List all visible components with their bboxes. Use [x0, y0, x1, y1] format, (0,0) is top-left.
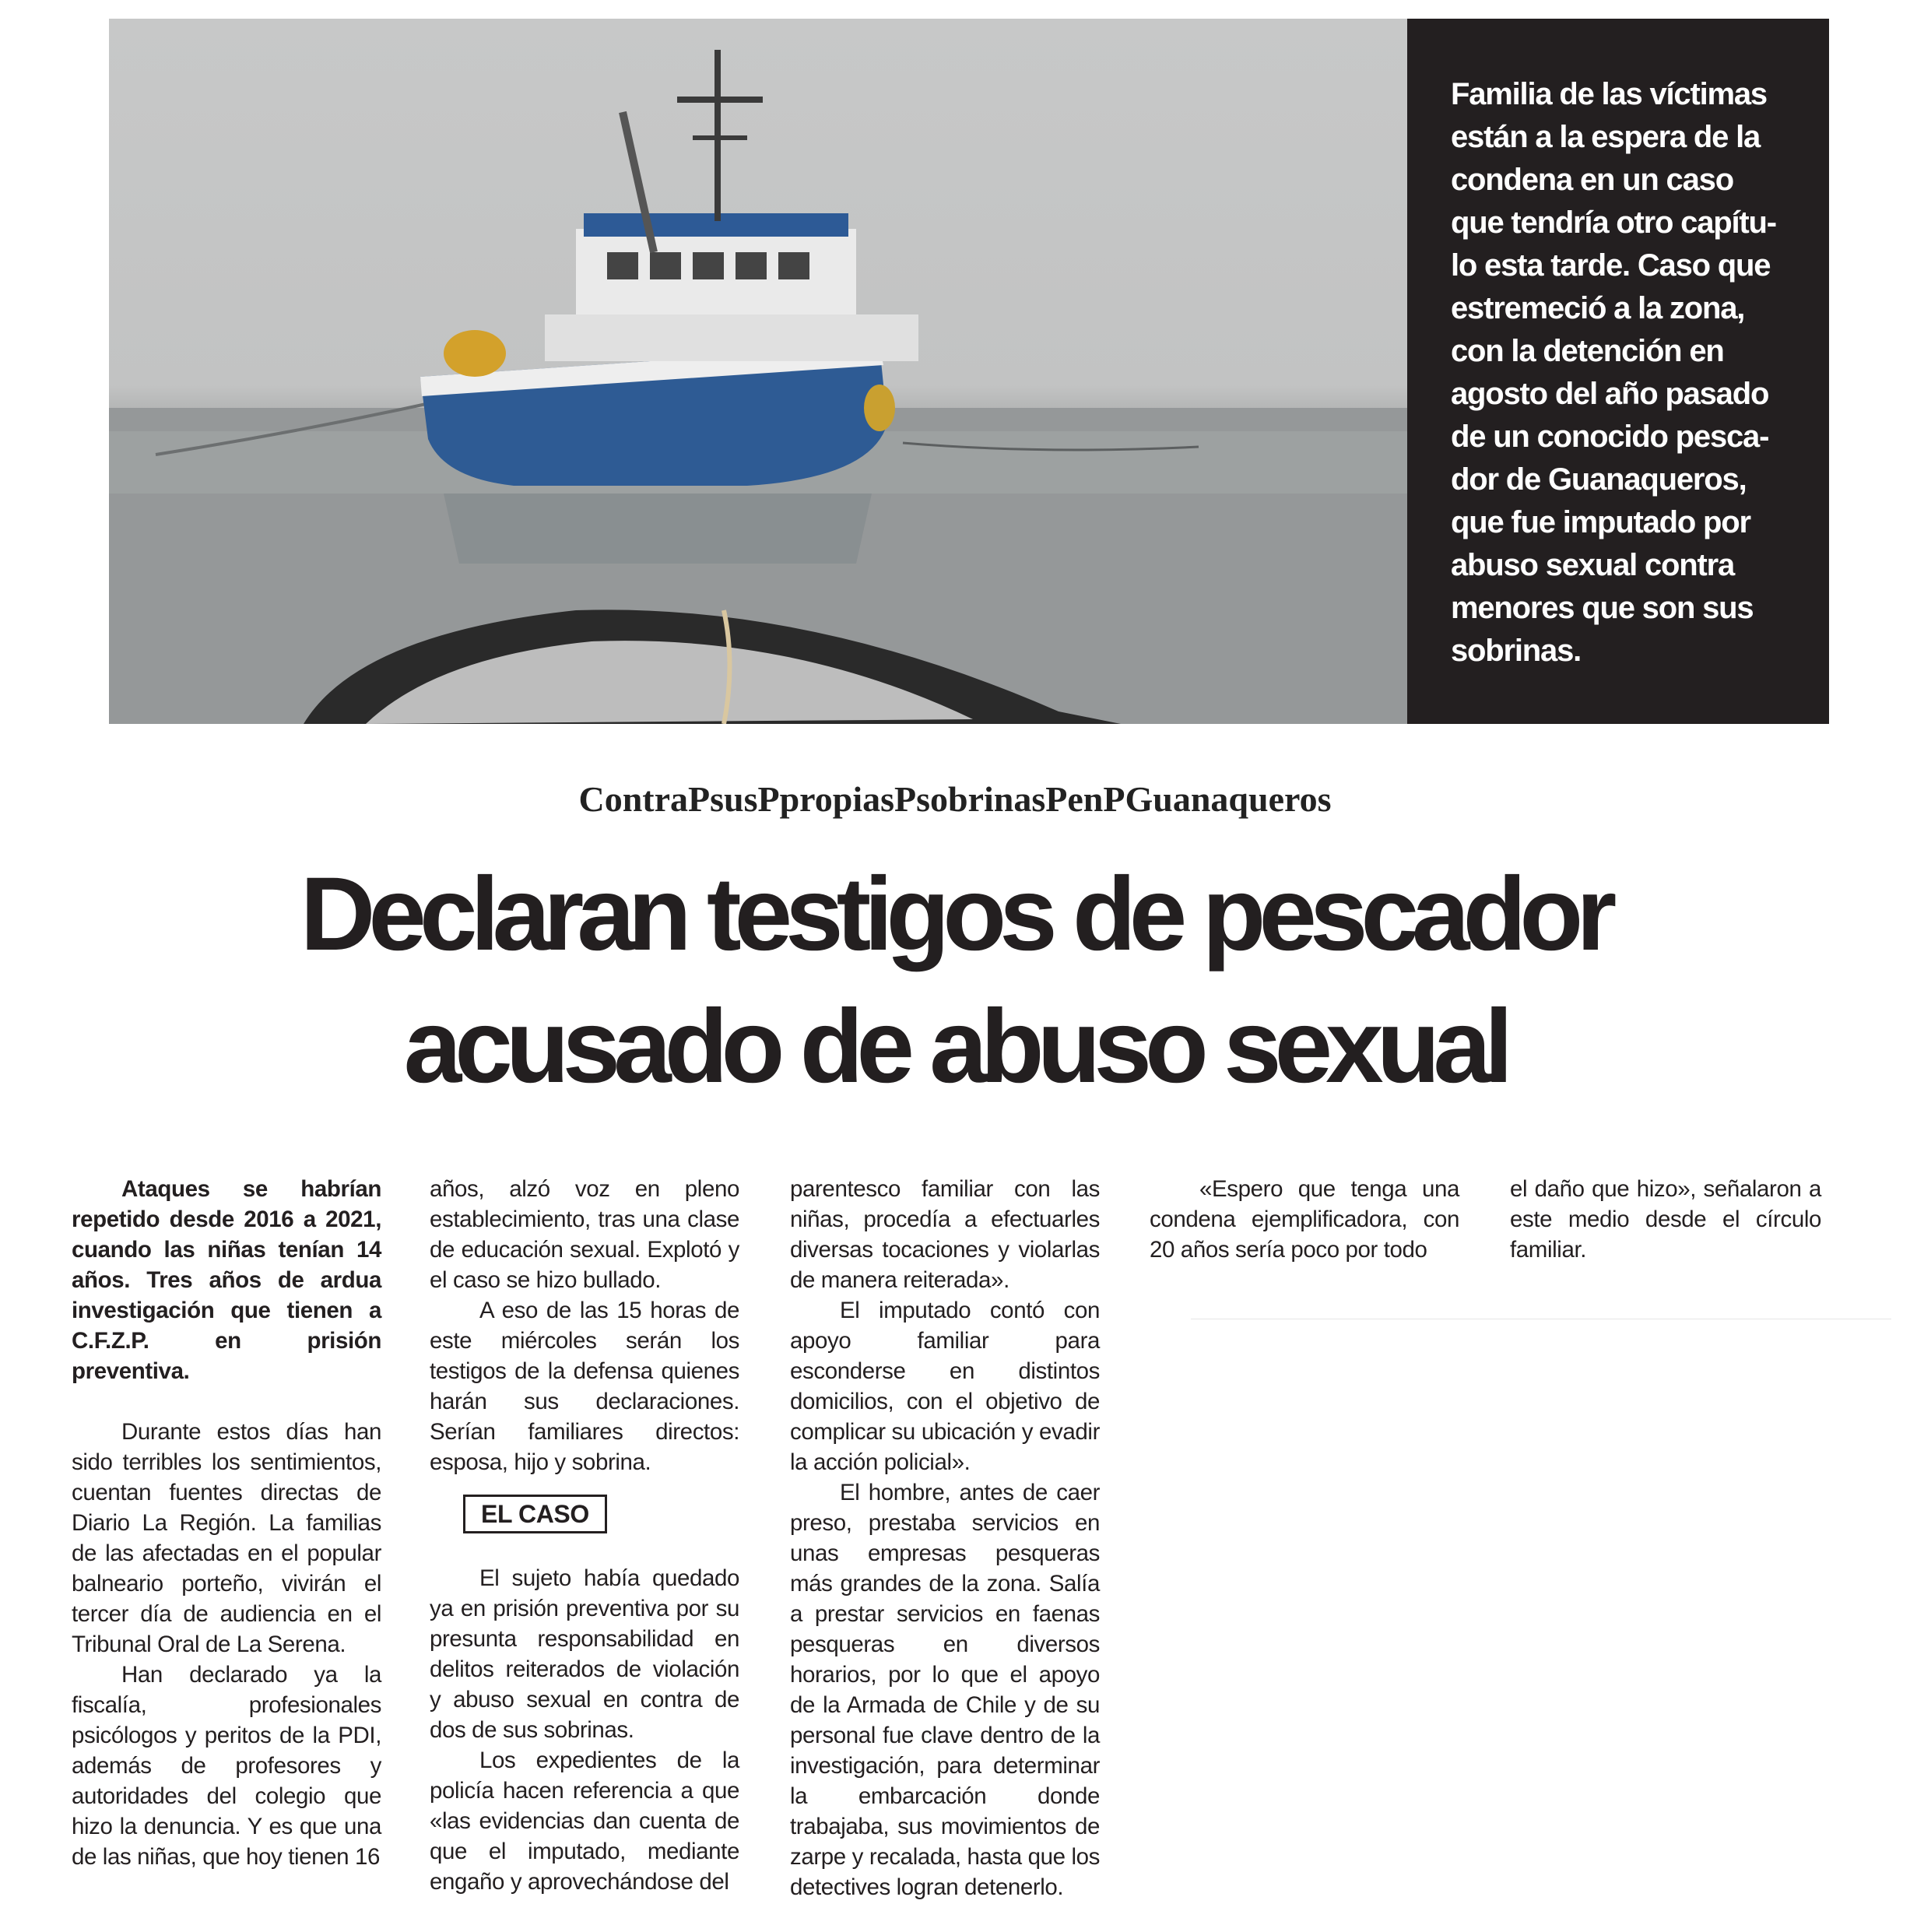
- paragraph: años, alzó voz en pleno establecimiento, tras una clase de educación sexual. Explotó y el caso se hizo bullado.: [430, 1176, 739, 1293]
- fishing-boat-photo: [109, 19, 1409, 724]
- paragraph: Han declarado ya la fiscalía, profesionales psicólogos y peritos de la PDI, además de profesores y autoridades del colegio que hizo la denuncia. Y es que una de las niñas, que hoy tienen 16: [72, 1662, 381, 1870]
- paragraph: El imputado contó con apoyo familiar para esconderse en distintos domicilios, con el objetivo de complicar su ubicación y evadir la acción policial».: [790, 1298, 1100, 1475]
- paragraph: «Espero que tenga una condena ejemplificadora, con 20 años sería poco por todo: [1150, 1176, 1459, 1263]
- article-lead: Ataques se habrían repetido desde 2016 a 2021, cuando las niñas tenían 14 años. Tres años de ardua investigación que tienen a C.F.Z.P. en prisión preventiva.: [72, 1176, 381, 1384]
- photo-caption: Familia de las víctimas están a la espera de la condena en un caso que tendría otro capítu- lo esta tarde. Caso que estremeció a la zona, con la detención en agosto del año pasado de un conocido pesca- dor de Guanaqueros, que fue imputado por abuso sexual contra menores que son sus sobrinas.: [1451, 77, 1776, 668]
- article-column-1: [72, 1174, 381, 1872]
- paragraph: el daño que hizo», señalaron a este medio desde el círculo familiar.: [1510, 1176, 1821, 1263]
- boat-illustration: [109, 19, 1409, 724]
- article-column-3: [790, 1174, 1100, 1902]
- paragraph: El hombre, antes de caer preso, prestaba servicios en unas empresas pesqueras más grandes de la zona. Salía a prestar servicios en faenas pesqueras en diversos horarios, por lo que el apoyo de la Armada de Chile y de su personal fue clave dentro de la investigación, para determinar la embarcación donde trabajaba, sus movimientos de zarpe y recalada, hasta que los detectives logran detenerlo.: [790, 1480, 1100, 1900]
- paragraph: El sujeto había quedado ya en prisión preventiva por su presunta responsabilidad en delitos reiterados de violación y abuso sexual en contra de dos de sus sobrinas.: [430, 1565, 739, 1743]
- article-column-5: [1510, 1174, 1821, 1265]
- article-kicker: ContraPsusPpropiasPsobrinasPenPGuanaqueros: [578, 779, 1332, 819]
- section-heading-box: EL CASO: [463, 1495, 607, 1533]
- paragraph: Los expedientes de la policía hacen referencia a que «las evidencias dan cuenta de que el imputado, mediante engaño y aprovechándose del: [430, 1748, 739, 1895]
- article-column-2: [430, 1174, 739, 1897]
- article-headline: [0, 848, 1910, 1113]
- headline-line-1: Declaran testigos de pescador: [300, 856, 1610, 972]
- headline-line-2: acusado de abuso sexual: [403, 989, 1507, 1105]
- photo-caption-box: [1407, 19, 1829, 724]
- article-column-4: [1150, 1174, 1459, 1265]
- paragraph: parentesco familiar con las niñas, procedía a efectuarles diversas tocaciones y violarlas de manera reiterada».: [790, 1176, 1100, 1293]
- paragraph: Durante estos días han sido terribles los sentimientos, cuentan fuentes directas de Diario La Región. La familias de las afectadas en el popular balneario porteño, vivirán el tercer día de audiencia en el Tribunal Oral de La Serena.: [72, 1419, 381, 1657]
- paragraph: A eso de las 15 horas de este miércoles serán los testigos de la defensa quienes harán sus declaraciones. Serían familiares directos: esposa, hijo y sobrina.: [430, 1298, 739, 1475]
